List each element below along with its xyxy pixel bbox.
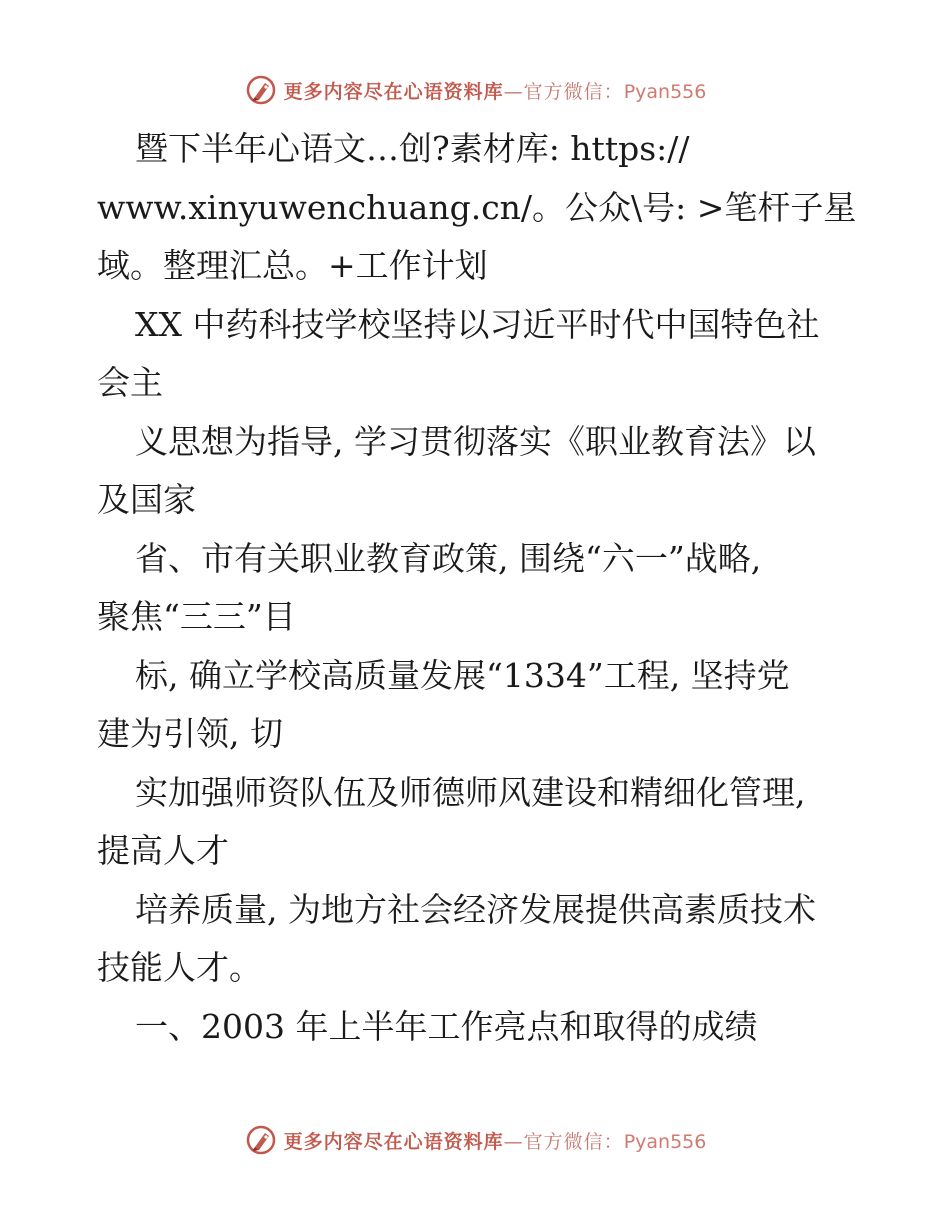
watermark-text (284, 77, 707, 104)
body-line: 培养质量, 为地方社会经济发展提供高素质技术 (135, 889, 816, 929)
watermark-wechat-id: Pyan556 (623, 80, 707, 103)
body-line: 义思想为指导, 学习贯彻落实《职业教育法》以 (135, 421, 816, 461)
watermark-highlight: 更多内容尽在心语资料库 (283, 1130, 504, 1153)
header-watermark-banner (0, 70, 950, 110)
body-line: XX 中药科技学校坚持以习近平时代中国特色社 (135, 304, 820, 344)
body-line: 暨下半年心语文…创?素材库: https:// (135, 129, 690, 168)
body-line: 提高人才 (97, 831, 229, 870)
body-line: 建为引领, 切 (97, 714, 283, 753)
pen-nib-logo-icon (244, 73, 278, 107)
body-line: 技能人才。 (97, 948, 262, 987)
watermark-dash: — (503, 80, 524, 103)
pen-nib-logo-icon (244, 1123, 278, 1157)
document-body (97, 120, 867, 1056)
watermark-official-label: 官方微信： (523, 1130, 624, 1153)
body-line: 实加强师资队伍及师德师风建设和精细化管理, (135, 772, 806, 812)
body-line: 省、市有关职业教育政策, 围绕“六一”战略, (135, 538, 762, 578)
watermark-dash: — (503, 1130, 524, 1153)
section-heading: 一、2003 年上半年工作亮点和取得的成绩 (135, 1006, 758, 1046)
footer-watermark-banner (0, 1120, 950, 1160)
body-line: 会主 (97, 363, 163, 402)
body-line: 及国家 (97, 480, 196, 519)
body-line: 聚焦“三三”目 (97, 597, 296, 636)
body-line: www.xinyuwenchuang.cn/。公众\号: >笔杆子星 (97, 187, 857, 227)
watermark-text (284, 1127, 707, 1154)
watermark-official-label: 官方微信： (523, 80, 624, 103)
body-line: 域。整理汇总。+工作计划 (97, 246, 488, 285)
body-line: 标, 确立学校高质量发展“1334”工程, 坚持党 (135, 655, 790, 695)
watermark-highlight: 更多内容尽在心语资料库 (283, 80, 504, 103)
watermark-wechat-id: Pyan556 (623, 1130, 707, 1153)
